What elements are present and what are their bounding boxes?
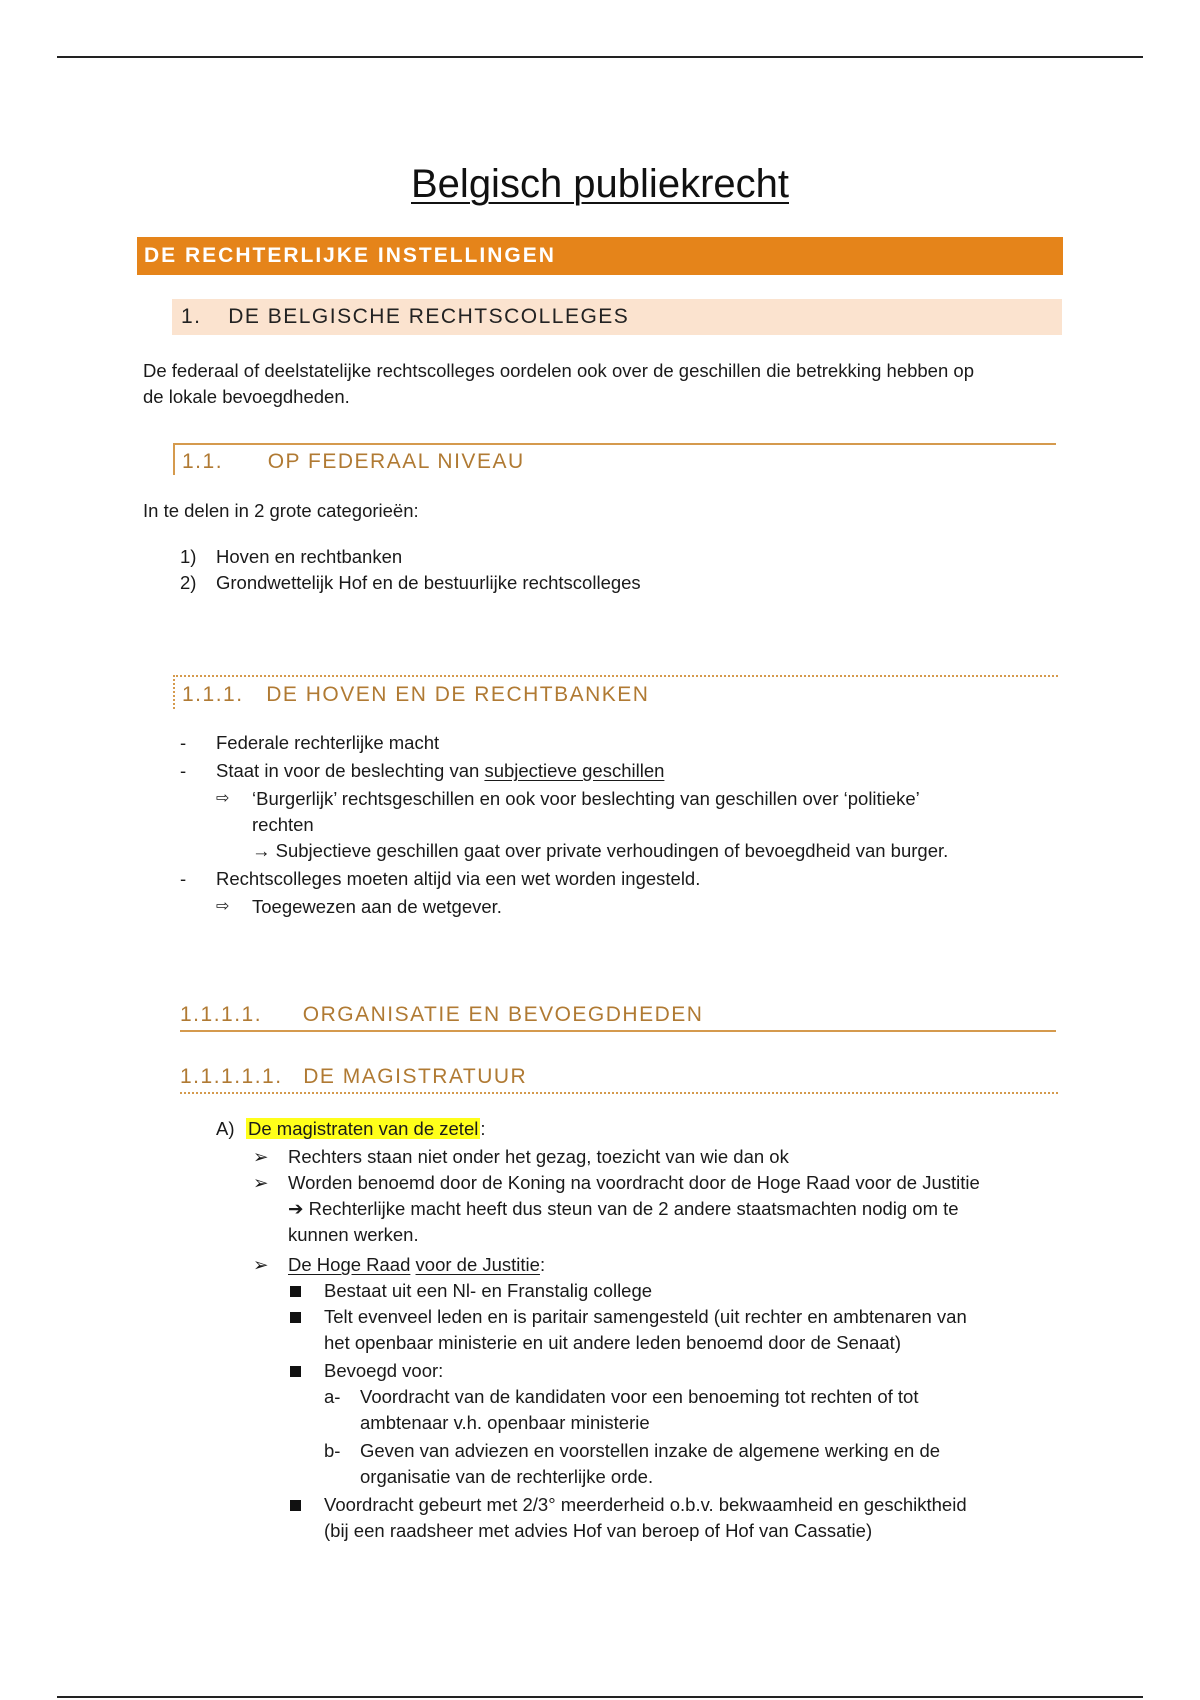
sub-marker-b: b- xyxy=(324,1440,341,1461)
magistrates-marker: A) xyxy=(216,1118,235,1139)
magistrates-point-3 xyxy=(288,1252,545,1278)
heading-organisation xyxy=(180,1000,1056,1032)
heading-section-number: 1. xyxy=(181,305,202,328)
hoge-raad-point-2-line-1: Telt evenveel leden en is paritair samengesteld (uit rechter en ambtenaren van xyxy=(324,1306,967,1327)
arrowhead-bullet-icon: ➢ xyxy=(253,1172,269,1193)
square-bullet-icon xyxy=(290,1284,301,1302)
hoge-raad-point-4-line-2: (bij een raadsheer met advies Hof van beroep of Hof van Cassatie) xyxy=(324,1520,873,1541)
bevoegd-item-a-line-1: Voordracht van de kandidaten voor een benoeming tot rechten of tot xyxy=(360,1386,919,1407)
heading-federal-text: OP FEDERAAL NIVEAU xyxy=(267,450,525,473)
magistrates-label-suffix: : xyxy=(480,1118,486,1139)
dash-marker: - xyxy=(180,868,187,889)
arrowhead-bullet-icon: ➢ xyxy=(253,1146,269,1167)
heading-federal-number: 1.1. xyxy=(182,450,224,473)
category-marker-2: 2) xyxy=(180,572,197,593)
category-item-2: Grondwettelijk Hof en de bestuurlijke rechtscolleges xyxy=(216,572,641,593)
magistrates-point-3-suffix: : xyxy=(539,1254,546,1275)
heading-federal xyxy=(173,443,1056,475)
arrowhead-bullet-icon: ➢ xyxy=(253,1254,269,1275)
heading-org-number: 1.1.1.1. xyxy=(180,1003,263,1026)
hoge-raad-point-3: Bevoegd voor: xyxy=(324,1360,444,1381)
courts-bullet-2-underlined: subjectieve geschillen xyxy=(484,760,665,781)
square-bullet-icon xyxy=(290,1364,301,1382)
dash-marker: - xyxy=(180,760,187,781)
square-bullet-icon xyxy=(290,1498,301,1516)
courts-bullet-3-sub: Toegewezen aan de wetgever. xyxy=(252,896,502,917)
courts-bullet-2-prefix: Staat in voor de beslechting van xyxy=(216,760,480,781)
courts-bullet-2 xyxy=(216,758,664,784)
category-item-1: Hoven en rechtbanken xyxy=(216,546,403,567)
magistrates-point-2 xyxy=(288,1170,1068,1248)
hoge-raad-point-4-line-1: Voordracht gebeurt met 2/3° meerderheid o.b.v. bekwaamheid en geschiktheid xyxy=(324,1494,967,1515)
heading-courts-number: 1.1.1. xyxy=(182,683,244,706)
heading-section xyxy=(172,299,1062,335)
magistrates-point-3-u1: De Hoge Raad xyxy=(288,1254,411,1275)
courts-bullet-2-sub-line-1: ‘Burgerlijk’ rechtsgeschillen en ook voor beslechting van geschillen over ‘politieke’ xyxy=(252,788,920,809)
bevoegd-item-b-line-1: Geven van adviezen en voorstellen inzake de algemene werking en de xyxy=(360,1440,941,1461)
courts-bullet-3: Rechtscolleges moeten altijd via een wet worden ingesteld. xyxy=(216,868,701,889)
hoge-raad-point-2 xyxy=(324,1304,1064,1356)
categories-intro: In te delen in 2 grote categorieën: xyxy=(143,500,419,521)
bevoegd-item-b xyxy=(360,1438,1060,1490)
sub-marker-a: a- xyxy=(324,1386,341,1407)
hoge-raad-point-2-line-2: het openbaar ministerie en uit andere leden benoemd door de Senaat) xyxy=(324,1332,901,1353)
heading-section-text: DE BELGISCHE RECHTSCOLLEGES xyxy=(228,305,630,328)
arrow-marker: ⇨ xyxy=(216,790,230,807)
magistrates-label-highlight: De magistraten van de zetel xyxy=(248,1118,479,1139)
magistrates-point-3-u2: voor de Justitie xyxy=(415,1254,540,1275)
hoge-raad-point-1: Bestaat uit een Nl- en Franstalig college xyxy=(324,1280,653,1301)
magistrates-point-2-line-3: kunnen werken. xyxy=(288,1224,419,1245)
magistrates-label xyxy=(246,1116,486,1142)
heading-org-text: ORGANISATIE EN BEVOEGDHEDEN xyxy=(302,1003,704,1026)
category-marker-1: 1) xyxy=(180,546,197,567)
page-bottom-rule xyxy=(57,1696,1143,1698)
arrow-marker: ⇨ xyxy=(216,898,230,915)
bevoegd-item-a xyxy=(360,1384,1060,1436)
courts-bullet-2-sub xyxy=(252,786,1052,864)
heading-mag-number: 1.1.1.1.1. xyxy=(180,1065,283,1088)
heading-main: DE RECHTERLIJKE INSTELLINGEN xyxy=(137,237,1063,275)
courts-bullet-2-sub-line-2: rechten xyxy=(252,814,314,835)
intro-line-2: de lokale bevoegdheden. xyxy=(143,386,350,407)
bevoegd-item-a-line-2: ambtenaar v.h. openbaar ministerie xyxy=(360,1412,650,1433)
square-bullet-icon xyxy=(290,1310,301,1328)
heading-magistratuur xyxy=(180,1062,1058,1094)
heading-courts-text: DE HOVEN EN DE RECHTBANKEN xyxy=(266,683,650,706)
courts-bullet-1: Federale rechterlijke macht xyxy=(216,732,440,753)
intro-paragraph xyxy=(143,358,1073,410)
page-top-rule xyxy=(57,56,1143,58)
magistrates-point-2-line-2: ➔ Rechterlijke macht heeft dus steun van de 2 andere staatsmachten nodig om te xyxy=(288,1198,959,1219)
hoge-raad-point-4 xyxy=(324,1492,1084,1544)
intro-line-1: De federaal of deelstatelijke rechtscolleges oordelen ook over de geschillen die betrekking hebben op xyxy=(143,360,974,381)
heading-courts xyxy=(173,675,1058,709)
courts-bullet-2-sub-line-3: → Subjectieve geschillen gaat over private verhoudingen of bevoegdheid van burger. xyxy=(252,840,949,861)
magistrates-point-2-line-1: Worden benoemd door de Koning na voordracht door de Hoge Raad voor de Justitie xyxy=(288,1172,980,1193)
magistrates-point-1: Rechters staan niet onder het gezag, toezicht van wie dan ok xyxy=(288,1146,789,1167)
dash-marker: - xyxy=(180,732,187,753)
page-title: Belgisch publiekrecht xyxy=(411,162,789,206)
heading-mag-text: DE MAGISTRATUUR xyxy=(303,1065,528,1088)
bevoegd-item-b-line-2: organisatie van de rechterlijke orde. xyxy=(360,1466,654,1487)
